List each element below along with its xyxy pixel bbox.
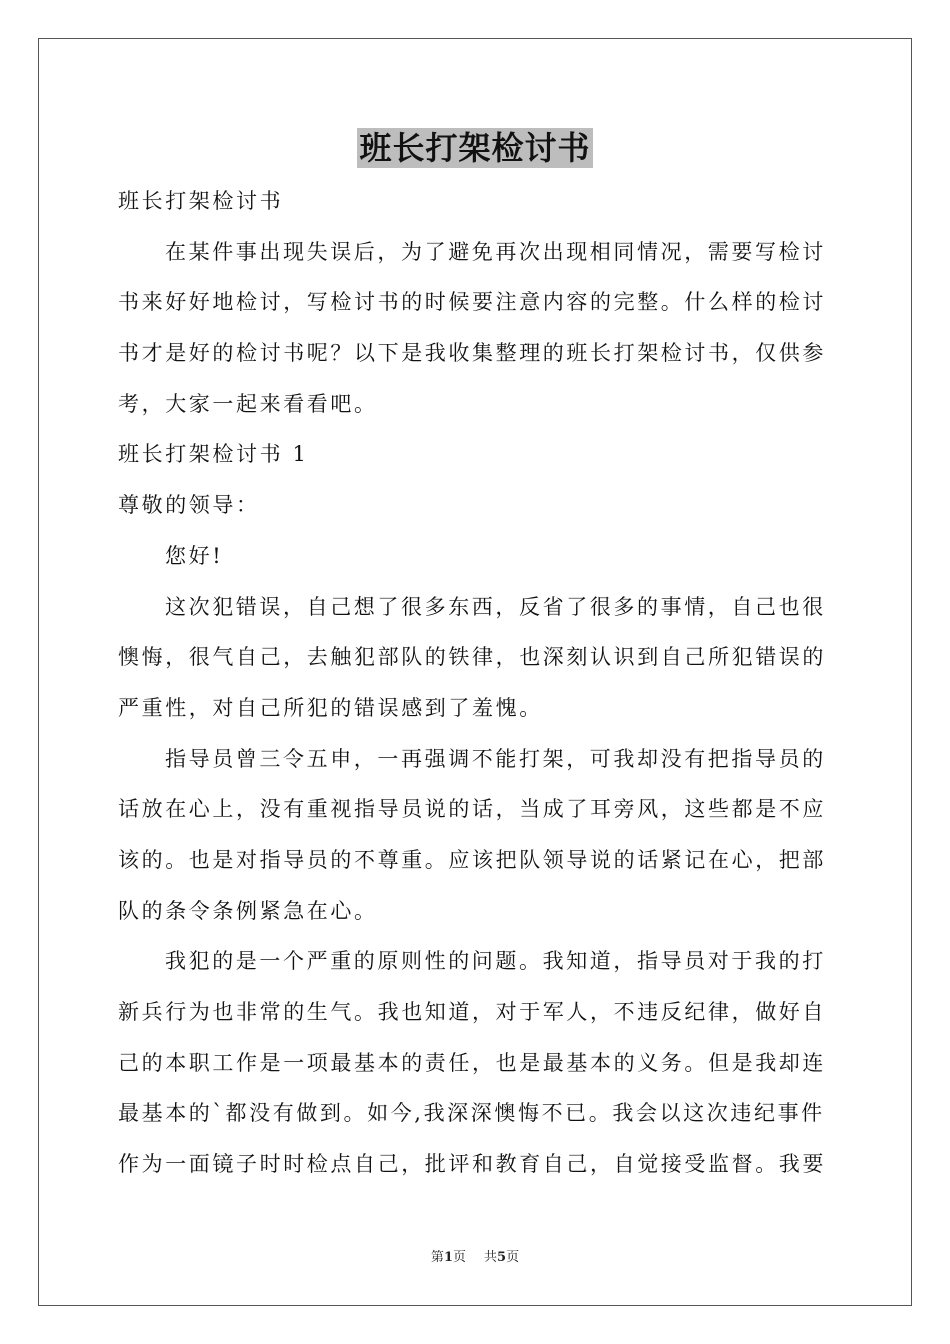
text-line: 作为一面镜子时时检点自己，批评和教育自己，自觉接受监督。我要 [118,1152,826,1177]
text-line: 己的本职工作是一项最基本的责任，也是最基本的义务。但是我却连 [118,1050,826,1075]
document-title: 班长打架检讨书 [359,129,591,167]
page-footer [0,1246,950,1265]
text-line: 班长打架检讨书 [118,189,284,213]
text-line: 话放在心上，没有重视指导员说的话，当成了耳旁风，这些都是不应 [118,797,826,822]
text-line: 该的。也是对指导员的不尊重。应该把队领导说的话紧记在心，把部 [118,847,826,872]
text-line: 这次犯错误，自己想了很多东西，反省了很多的事情，自己也很 [165,594,826,619]
page-number: 1 [443,1250,453,1265]
text-line: 班长打架检讨书 1 [118,442,309,467]
text-line: 在某件事出现失误后，为了避免再次出现相同情况，需要写检讨 [165,239,826,264]
text-line: 严重性，对自己所犯的错误感到了羞愧。 [118,695,543,720]
text-line: 指导员曾三令五申，一再强调不能打架，可我却没有把指导员的 [165,746,826,771]
text-line: 懊悔，很气自己，去触犯部队的铁律，也深刻认识到自己所犯错误的 [118,645,826,670]
title-container [0,128,950,168]
total-pages: 5 [497,1250,507,1265]
text-line: 考，大家一起来看看吧。 [118,391,378,416]
text-line: 书来好好地检讨，写检讨书的时候要注意内容的完整。什么样的检讨 [118,290,826,315]
page-prefix: 第 [430,1250,444,1265]
text-line: 您好! [165,543,224,568]
text-line: 书才是好的检讨书呢？以下是我收集整理的班长打架检讨书，仅供参 [118,341,826,366]
text-line: 新兵行为也非常的生气。我也知道，对于军人，不违反纪律，做好自 [118,1000,826,1024]
total-suffix: 页 [506,1250,520,1265]
text-line: 尊敬的领导： [118,493,260,518]
text-line: 我犯的是一个严重的原则性的问题。我知道，指导员对于我的打 [165,949,826,974]
total-prefix: 共 [484,1250,498,1265]
page-suffix: 页 [452,1250,466,1265]
text-line: 队的条令条例紧急在心。 [118,898,378,923]
text-line: 最基本的`都没有做到。如今,我深深懊悔不已。我会以这次违纪事件 [118,1101,825,1126]
document-body [118,176,834,1190]
